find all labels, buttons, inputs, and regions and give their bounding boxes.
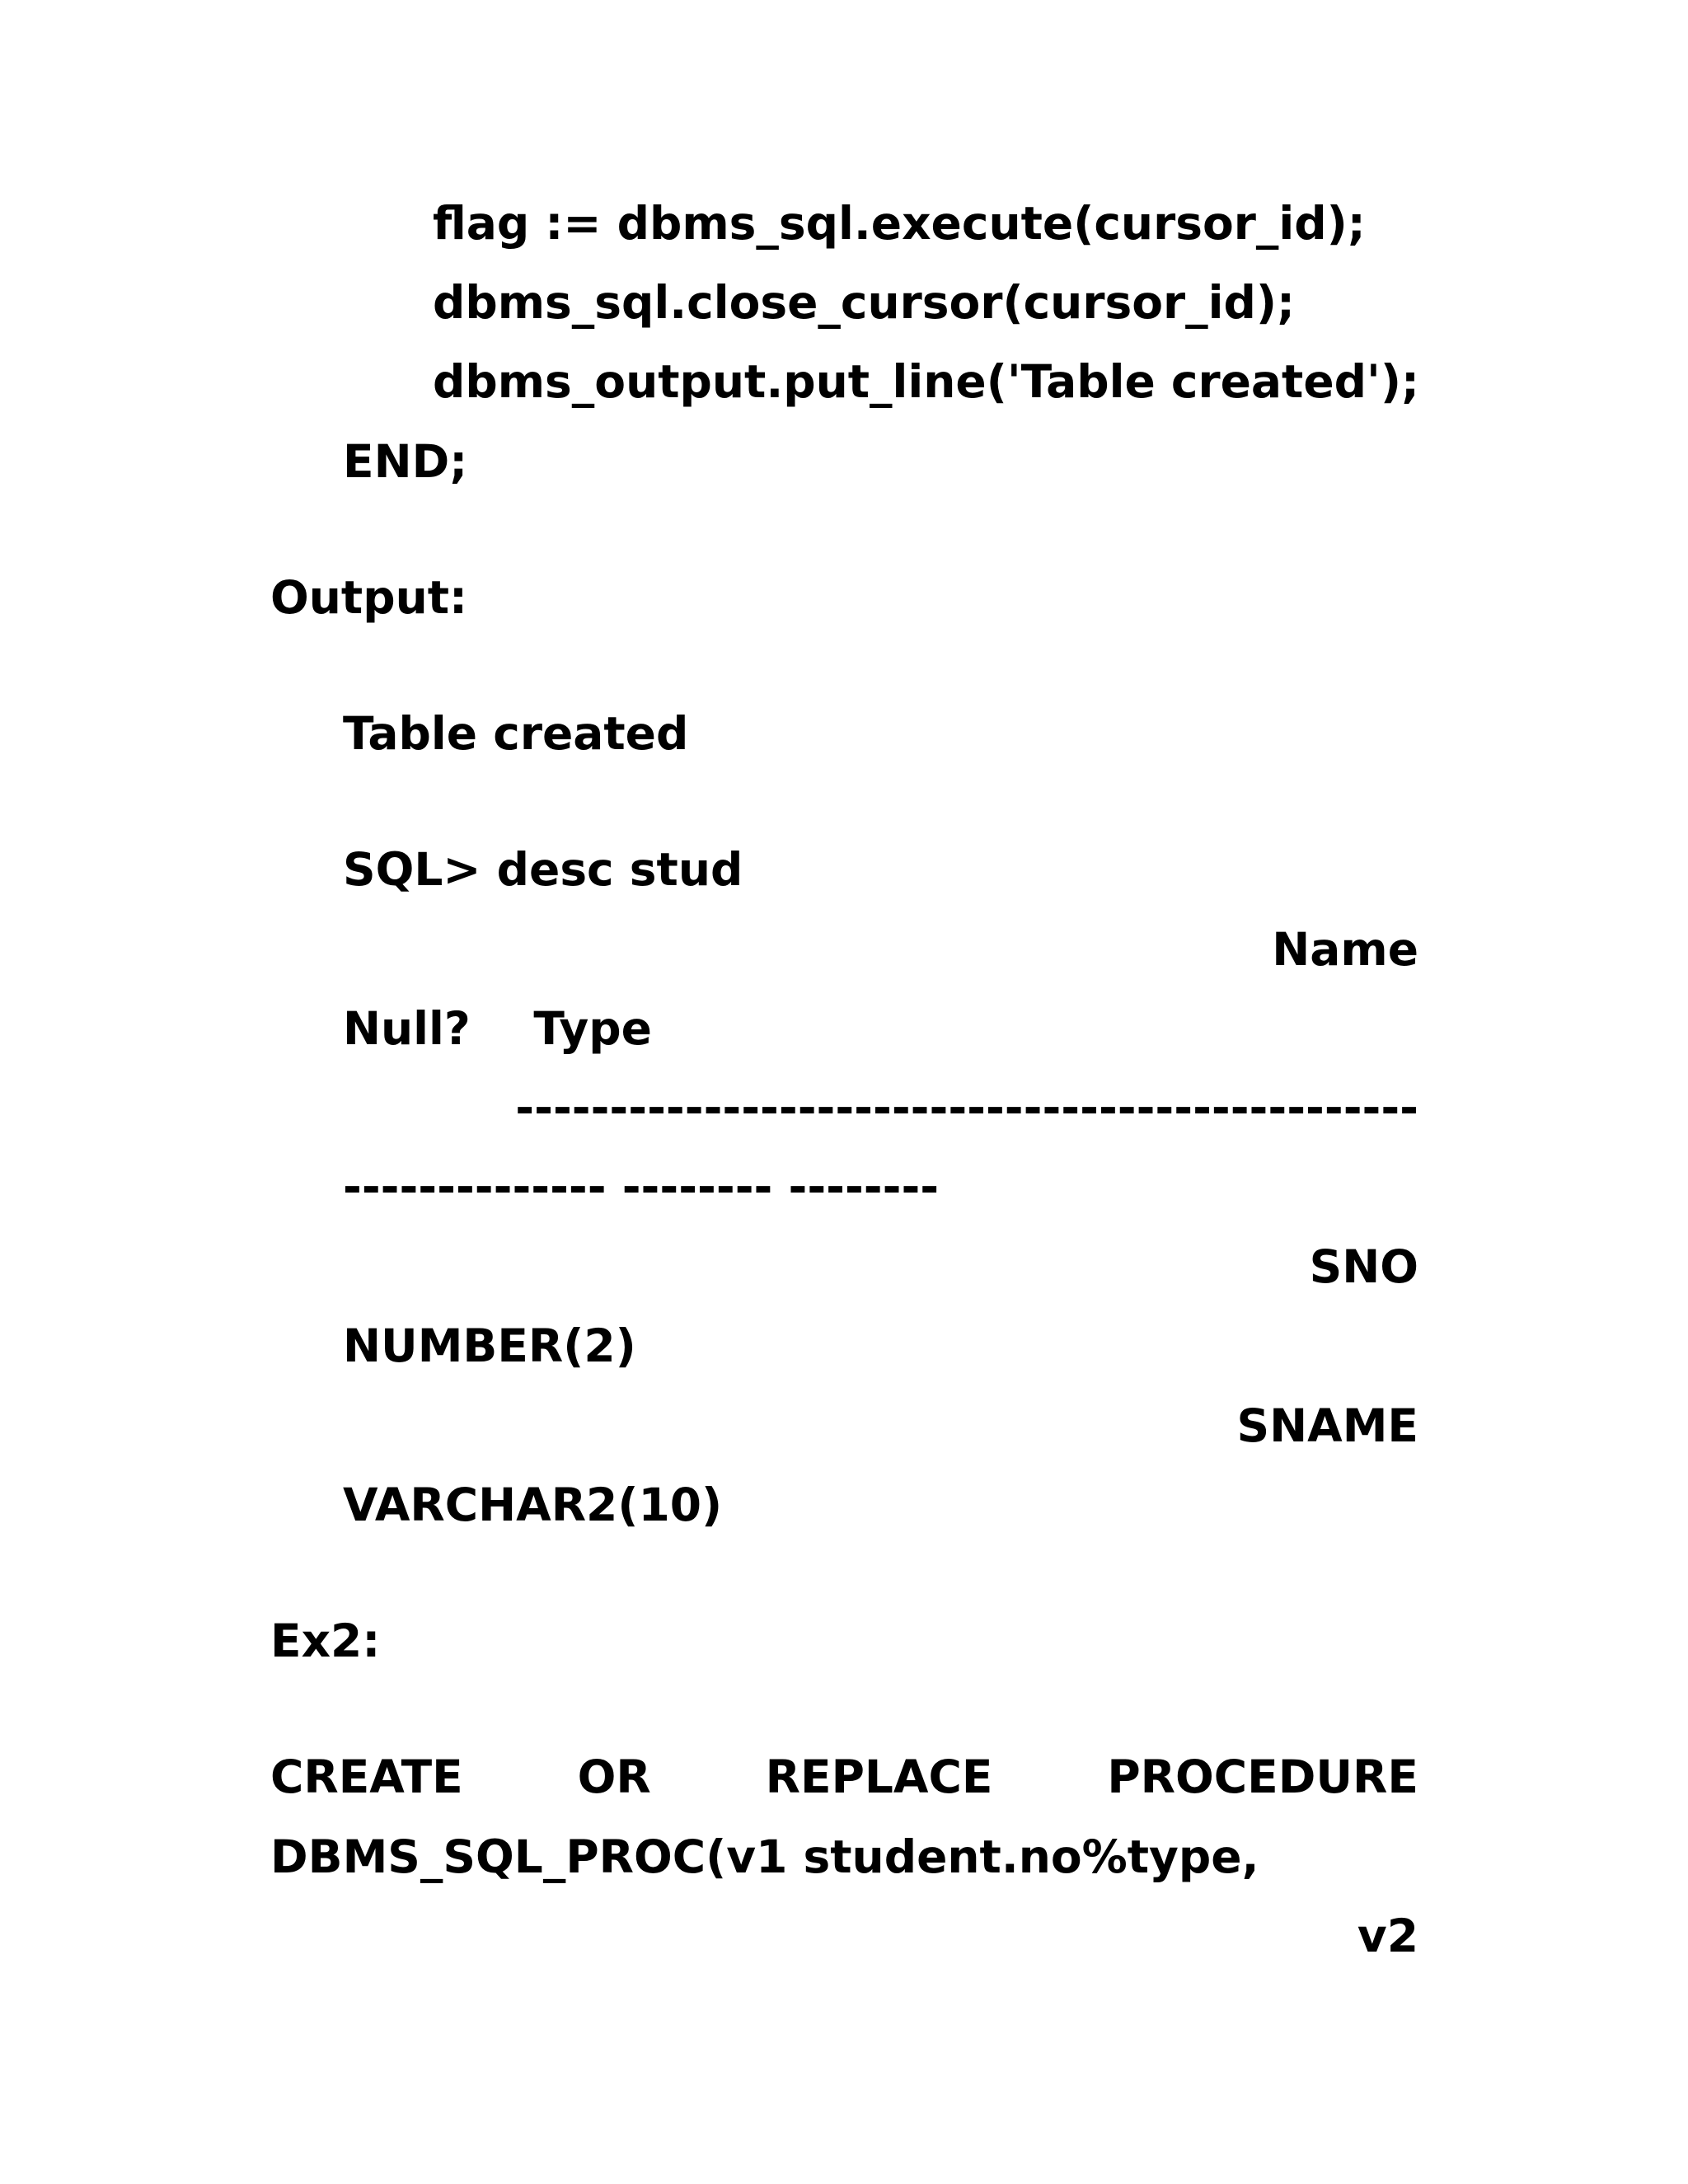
row-sname-type: VARCHAR2(10) xyxy=(343,1479,723,1531)
or-keyword: OR xyxy=(577,1750,651,1803)
row-sno-name: SNO xyxy=(1309,1240,1418,1293)
procedure-keyword: PROCEDURE xyxy=(1107,1750,1418,1803)
output-text: Table created xyxy=(343,707,689,760)
output-heading: Output: xyxy=(270,571,468,624)
procedure-signature-line: DBMS_SQL_PROC(v1 student.no%type, xyxy=(270,1830,1259,1883)
column-header-null-type: Null? Type xyxy=(343,1002,652,1055)
separator-line-2: -------------- -------- -------- xyxy=(343,1160,940,1213)
replace-keyword: REPLACE xyxy=(765,1750,993,1803)
create-keyword: CREATE xyxy=(270,1750,463,1803)
separator-line-1: ------------------------------------------------ xyxy=(515,1081,1418,1134)
create-procedure-line xyxy=(270,1750,1418,1804)
column-header-name: Name xyxy=(1272,923,1418,976)
ex2-heading: Ex2: xyxy=(270,1615,381,1667)
code-line-end: END; xyxy=(343,435,468,488)
code-line-put-line: dbms_output.put_line('Table created'); xyxy=(433,355,1419,408)
row-sname-name: SNAME xyxy=(1236,1399,1418,1452)
parameter-v2-line: v2 xyxy=(1357,1910,1418,1962)
sql-command: SQL> desc stud xyxy=(343,843,743,896)
code-line-execute: flag := dbms_sql.execute(cursor_id); xyxy=(433,197,1366,250)
row-sno-type: NUMBER(2) xyxy=(343,1319,636,1372)
code-line-close-cursor: dbms_sql.close_cursor(cursor_id); xyxy=(433,276,1295,329)
